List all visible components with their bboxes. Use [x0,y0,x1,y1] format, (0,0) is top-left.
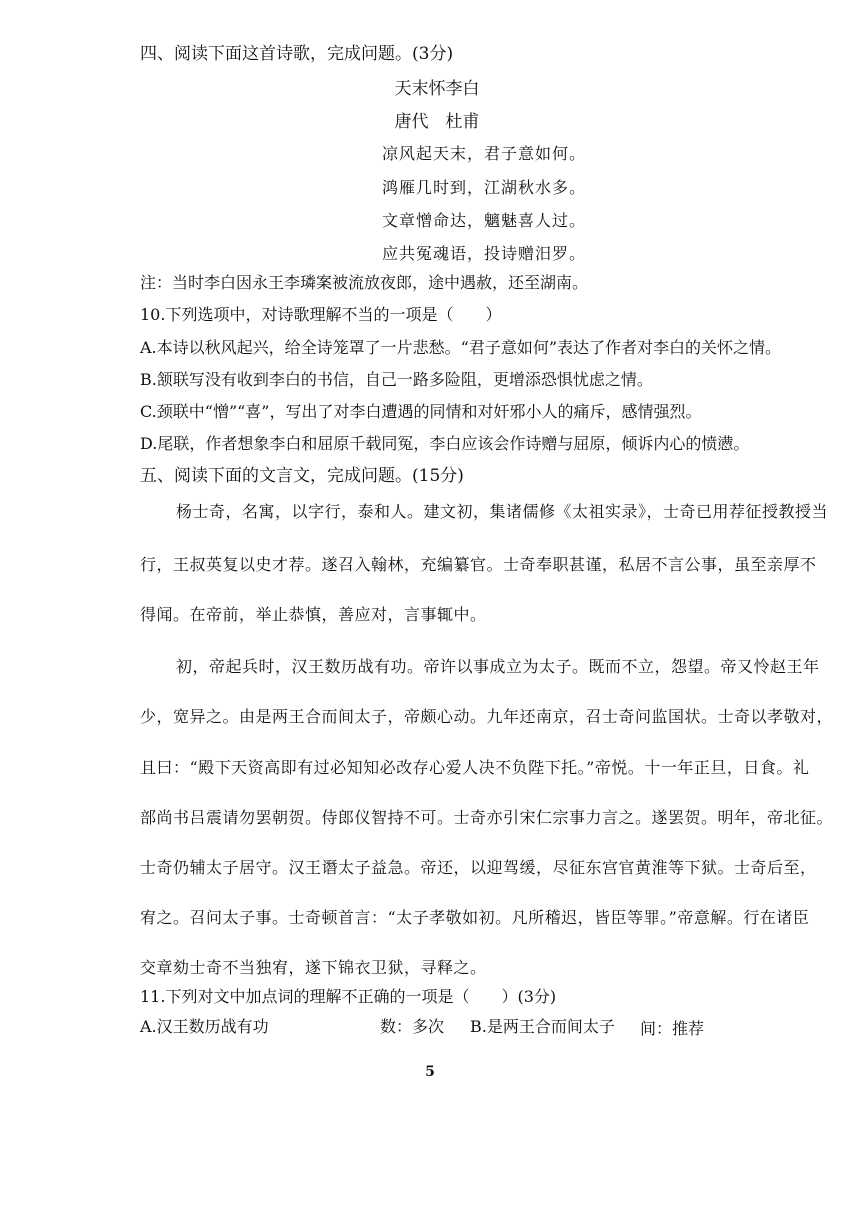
passage-line: 交章劾士奇不当独宥，遂下锦衣卫狱，寻释之。 [140,958,487,977]
q10-option-d: D.尾联，作者想象李白和屈原千载同冤，李白应该会作诗赠与屈原，倾诉内心的愤懑。 [140,434,750,453]
q11-option-b-gloss: 间：推荐 [640,1019,705,1038]
poem-note: 注：当时李白因永王李璘案被流放夜郎，途中遇赦，还至湖南。 [140,273,589,292]
passage-line: 宥之。召问太子事。士奇顿首言：“太子孝敬如初。凡所稽迟，皆臣等罪。”帝意解。行在诸臣 [140,908,810,927]
passage-line: 士奇仍辅太子居守。汉王谮太子益急。帝还，以迎驾缓，尽征东宫官黄淮等下狱。士奇后至， [140,858,817,877]
passage-line: 少，宽异之。由是两王合而间太子，帝颇心动。九年还南京，召士奇问监国状。士奇以孝敬对， [140,707,834,726]
passage-line: 杨士奇，名寓，以字行，泰和人。建文初，集诸儒修《太祖实录》，士奇已用荐征授教授当 [176,502,829,521]
poem-title: 天末怀李白 [394,79,480,99]
q10-option-c: C.颈联中“憎”“喜”，写出了对李白遭遇的同情和对奸邪小人的痛斥，感情强烈。 [140,402,702,421]
passage-line: 且曰：“殿下天资高即有过必知知必改存心爱人决不负陛下托。”帝悦。十一年正旦，日食。礼 [140,758,810,777]
poem-line: 应共冤魂语，投诗赠汨罗。 [382,244,587,263]
q11-option-a-gloss: 数：多次 [380,1017,445,1036]
poem-line: 文章憎命达，魑魅喜人过。 [382,211,587,230]
passage-line: 得闻。在帝前，举止恭慎，善应对，言事辄中。 [140,605,487,624]
page-number: 5 [425,1064,435,1080]
section4-heading: 四、阅读下面这首诗歌，完成问题。(3分) [140,44,454,64]
q11-stem: 11.下列对文中加点词的理解不正确的一项是（ ）(3分) [140,987,557,1006]
section5-heading: 五、阅读下面的文言文，完成问题。(15分) [140,466,464,486]
q11-option-a: A.汉王数历战有功 [140,1017,269,1036]
passage-line: 初，帝起兵时，汉王数历战有功。帝许以事成立为太子。既而不立，怨望。帝又怜赵王年 [176,657,820,676]
q10-option-a: A.本诗以秋风起兴，给全诗笼罩了一片悲愁。“君子意如何”表达了作者对李白的关怀之情。 [140,338,782,357]
q10-stem: 10.下列选项中，对诗歌理解不当的一项是（ ） [140,305,502,324]
poem-line: 凉风起天末，君子意如何。 [382,144,587,163]
q11-option-b: B.是两王合而间太子 [470,1017,615,1036]
passage-line: 部尚书吕震请勿罢朝贺。侍郎仪智持不可。士奇亦引宋仁宗事力言之。遂罢贺。明年，帝北征。 [140,808,834,827]
poem-line: 鸿雁几时到，江湖秋水多。 [382,178,587,197]
passage-line: 行，王叔英复以史才荐。遂召入翰林，充编纂官。士奇奉职甚谨，私居不言公事，虽至亲厚不 [140,555,817,574]
poem-author: 唐代 杜甫 [394,112,480,132]
q10-option-b: B.颔联写没有收到李白的书信，自己一路多险阻，更增添恐惧忧虑之情。 [140,370,653,389]
